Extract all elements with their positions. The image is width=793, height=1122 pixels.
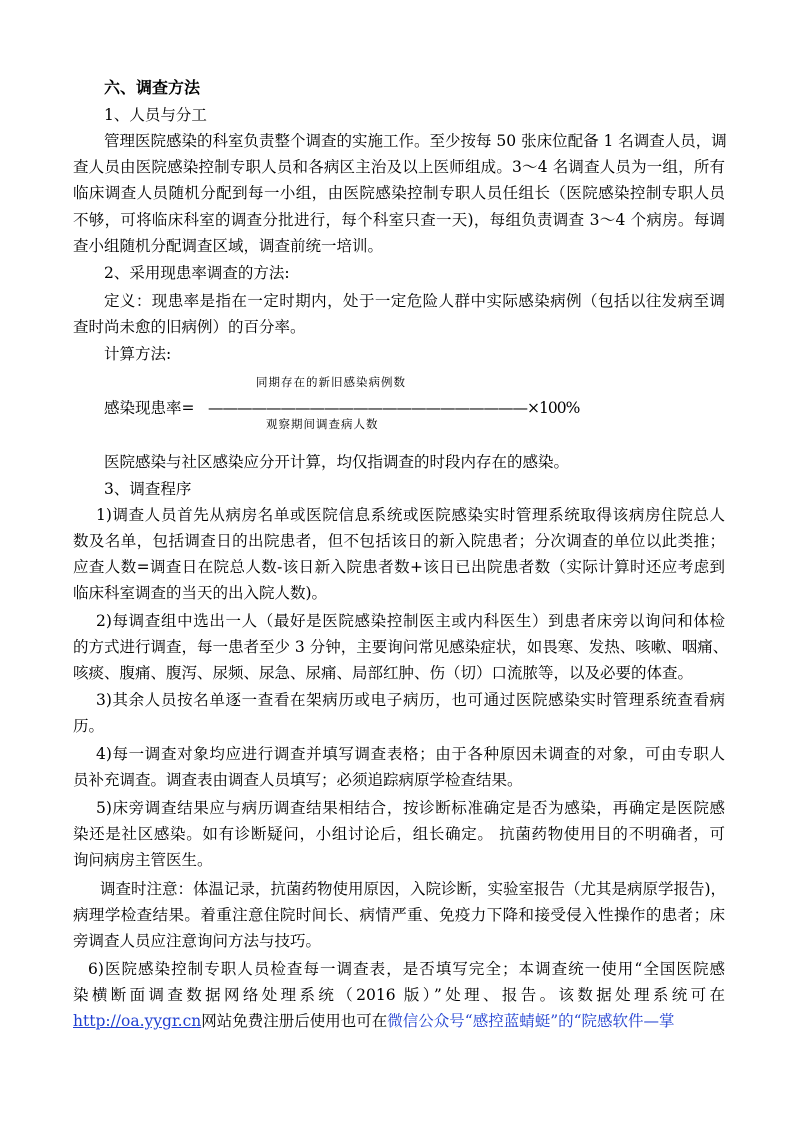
paragraph-line: 不够，可将临床科室的调查分批进行，每个科室只查一天)，每组负责调查 3～4 个病房。每调 bbox=[73, 211, 725, 229]
paragraph-line: 染还是社区感染。如有诊断疑问，小组讨论后，组长确定。 抗菌药物使用目的不明确者，可 bbox=[73, 825, 725, 843]
paragraph-line: 5)床旁调查结果应与病历调查结果相结合，按诊断标准确定是否为感染，再确定是医院感 bbox=[96, 799, 725, 817]
paragraph-line: 旁调查人员应注意询问方法与技巧。 bbox=[73, 932, 322, 950]
last-line-text: 网站免费注册后使用也可在 bbox=[201, 1012, 388, 1030]
paragraph-line: 6)医院感染控制专职人员检查每一调查表，是否填写完全；本调查统一使用“全国医院感 bbox=[88, 960, 725, 978]
paragraph-line: 查人员由医院感染控制专职人员和各病区主治及以上医师组成。3～4 名调查人员为一组，所有 bbox=[73, 158, 725, 176]
calc-label: 计算方法: bbox=[104, 345, 172, 363]
paragraph-line: 询问病房主管医生。 bbox=[73, 851, 213, 869]
paragraph-line: 数及名单，包括调查日的出院患者，但不包括该日的新入院患者；分次调查的单位以此类推； bbox=[73, 532, 725, 550]
definition-line: 定义：现患率是指在一定时期内，处于一定危险人群中实际感染病例（包括以往发病至调 bbox=[104, 292, 725, 310]
subsection-title-3: 3、调查程序 bbox=[104, 480, 192, 498]
paragraph-line: 4)每一调查对象均应进行调查并填写调查表格；由于各种原因未调查的对象，可由专职人 bbox=[96, 745, 725, 763]
paragraph-line: 2)每调查组中选出一人（最好是医院感染控制医主或内科医生）到患者床旁以询问和体检 bbox=[96, 612, 725, 630]
definition-line: 查时尚未愈的旧病例）的百分率。 bbox=[73, 318, 306, 336]
paragraph-line: 员补充调查。调查表由调查人员填写；必须追踪病原学检查结果。 bbox=[73, 771, 523, 789]
formula-label: 感染现患率= bbox=[104, 399, 195, 417]
paragraph-line: 咳痰、腹痛、腹泻、尿频、尿急、尿痛、局部红肿、伤（切）口流脓等，以及必要的体查。 bbox=[73, 664, 694, 682]
subsection-title-1: 1、人员与分工 bbox=[104, 106, 207, 124]
subsection-title-2: 2、采用现患率调查的方法: bbox=[104, 264, 290, 282]
note-line: 医院感染与社区感染应分开计算，均仅指调查的时段内存在的感染。 bbox=[104, 453, 570, 471]
paragraph-line: 1)调查人员首先从病房名单或医院信息系统或医院感染实时管理系统取得该病房住院总人 bbox=[96, 506, 725, 524]
paragraph-line: 临床科室调查的当天的出入院人数)。 bbox=[73, 584, 328, 602]
paragraph-line: 3)其余人员按名单逐一查看在架病历或电子病历，也可通过医院感染实时管理系统查看病 bbox=[96, 691, 725, 709]
paragraph-line: 查小组随机分配调查区域，调查前统一培训。 bbox=[73, 237, 384, 255]
formula-fraction-bar: ——————————————————————×100% bbox=[208, 399, 580, 417]
paragraph-line: 染横断面调查数据网络处理系统（2016 版）”处理、报告。该数据处理系统可在 bbox=[73, 986, 725, 1004]
paragraph-line: 管理医院感染的科室负责整个调查的实施工作。至少按每 50 张床位配备 1 名调查人员，调 bbox=[104, 132, 727, 150]
paragraph-line: 应查人数=调查日在院总人数-该日新入院患者数+该日已出院患者数（实际计算时还应考虑到 bbox=[73, 558, 725, 576]
paragraph-line: 病理学检查结果。着重注意住院时间长、病情严重、免疫力下降和接受侵入性操作的患者；床 bbox=[73, 906, 725, 924]
formula-numerator: 同期存在的新旧感染病例数 bbox=[256, 375, 406, 389]
website-link[interactable]: http://oa.yygr.cn bbox=[73, 1012, 202, 1030]
paragraph-line: 历。 bbox=[73, 717, 105, 735]
last-line bbox=[73, 1008, 725, 1034]
section-heading: 六、调查方法 bbox=[104, 78, 201, 97]
paragraph-line: 的方式进行调查，每一患者至少 3 分钟，主要询问常见感染症状，如畏寒、发热、咳嗽、咽痛、 bbox=[73, 638, 729, 656]
paragraph-line: 临床调查人员随机分配到每一小组，由医院感染控制专职人员任组长（医院感染控制专职人员 bbox=[73, 184, 725, 202]
formula-denominator: 观察期间调查病人数 bbox=[266, 417, 379, 431]
paragraph-line: 调查时注意：体温记录，抗菌药物使用原因，入院诊断，实验室报告（尤其是病原学报告)， bbox=[100, 880, 727, 898]
wechat-account-text: 微信公众号“感控蓝蜻蜓”的“院感软件—掌 bbox=[387, 1012, 675, 1030]
